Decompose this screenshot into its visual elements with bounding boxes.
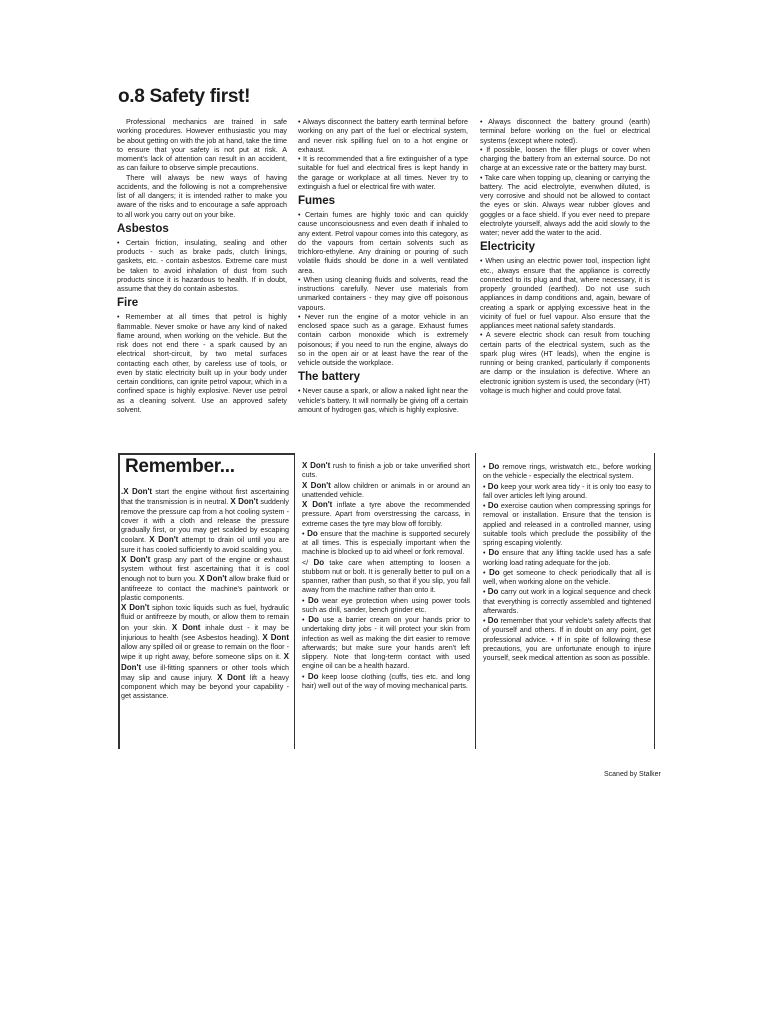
- do-label: Do: [313, 557, 325, 567]
- dont-label: X Dont: [262, 632, 289, 642]
- remember-item-prefix: </: [302, 558, 314, 567]
- remember-item: allow children or animals in or around an unattended vehicle.: [302, 481, 470, 499]
- intro-paragraph: There will always be new ways of having accidents, and the following is not a comprehensive list of all dangers; it is intended rather to make you aware of the risks and to encourage a safe approach to all work you carry out on your bike.: [117, 173, 287, 219]
- remember-item: keep loose clothing (cuffs, ties etc. and long hair) well out of the way of moving mechanical parts.: [302, 672, 471, 690]
- remember-heading: Remember...: [125, 456, 235, 477]
- fumes-bullet: • Never run the engine of a motor vehicle in an enclosed space such as a garage. Exhaust fumes contain carbon monoxide which is extremely poisonous; if you need to run the engine, always do so in the open air or at least have the rear of the vehicle outside the workplace.: [298, 312, 468, 367]
- do-label: Do: [307, 528, 318, 538]
- remember-item: take care when attempting to loosen a stubborn nut or bolt. It is generally better to pull on a spanner, rather than push, so that if you slip, you fall away from the machine rather than onto it.: [302, 558, 470, 595]
- fumes-heading: Fumes: [298, 195, 336, 207]
- remember-item: wear eye protection when using power tools such as drill, sander, bench grinder etc.: [302, 596, 470, 614]
- remember-item: rush to finish a job or take unverified short cuts.: [302, 462, 470, 480]
- electricity-bullet: • When using an electric power tool, inspection light etc., always ensure that the appliance is correctly connected to its plug and that, where necessary, it is properly grounded (earthed). Do not use such appliances in damp conditions and, again, beware of creating a spark or applying excessive heat in the vicinity of fuel or fuel vapour. Also ensure that the appliances meet national safety standards.: [480, 257, 650, 330]
- column-1: [117, 118, 287, 415]
- column-divider: [475, 453, 476, 749]
- column-3: [480, 118, 650, 396]
- dont-label: X Don't: [230, 497, 259, 507]
- dont-label: X Don't: [302, 461, 331, 470]
- asbestos-paragraph: • Certain friction, insulating, sealing and other products - such as brake pads, clutch linings, gaskets, etc. - contain asbestos. Extreme care must be taken to avoid inhalation of dust from such products since it is hazardous to health. If in doubt, assume that they do contain asbestos.: [117, 238, 287, 293]
- remember-item: use a barrier cream on your hands prior to undertaking dirty jobs - it will protect your skin from infection as well as making the dirt easier to remove afterwards; but make sure your hands aren't left slippery. Note that long-term contact with used engine oil can be a health hazard.: [302, 616, 470, 671]
- fire-bullet: • Always disconnect the battery earth terminal before working on any part of the fuel or electrical system, and never risk spilling fuel on to a hot engine or exhaust.: [298, 118, 468, 154]
- remember-item: siphon toxic liquids such as fuel, hydraulic fluid or antifreeze by mouth, or allow them to remain on your skin.: [121, 604, 289, 632]
- remember-item: inhale dust - it may be injurious to health (see Asbestos heading).: [121, 623, 290, 642]
- do-label: Do: [487, 501, 499, 510]
- page-title: o.8 Safety first!: [118, 86, 251, 107]
- remember-list: [121, 487, 289, 702]
- remember-list: X Don't rush to finish a job or take unverified short cuts. X Don't allow children or animals in or around an unattended vehicle. X Don't inflate a tyre above the recommended pressure. Apart from overstressing the carcass, in extreme cases the tyre may blow off forcibly. • Do ensure that the machine is supported securely at all times. This is especially important when the machine is blocked up to aid wheel or fork removal. </ Do take care when attempting to loosen a stubborn nut or bolt. It is generally better to pull on a spanner, rather than push, so that if you slip, you fall away from the machine rather than onto it. • Do wear eye protection when using power tools such as drill, sander, bench grinder etc. • Do use a barrier cream on your hands prior to undertaking dirty jobs - it will protect your skin from infection as well as making the dirt easier to remove afterwards; but make sure your hands aren't left slippery. Note that long-term contact with used engine oil can be a health hazard. • Do keep loose clothing (cuffs, ties etc. and long hair) well out of the way of moving mechanical parts.: [302, 461, 471, 690]
- fire-paragraph: • Remember at all times that petrol is highly flammable. Never smoke or have any kind of naked flame around, when working on the vehicle. But the risk does not end there - a spark caused by an electrical short-circuit, by two metal surfaces contacting each other, by careless use of tools, or even by static electricity built up in your body under certain conditions, can ignite petrol vapour, which in a confined space is highly explosive. Never use petrol as a cleaning solvent. Use an approved safety solvent.: [117, 313, 287, 414]
- do-label: Do: [307, 671, 319, 681]
- column-2: [298, 118, 468, 415]
- scan-credit: Scaned by Stalker: [604, 771, 661, 778]
- do-label: Do: [487, 587, 499, 597]
- fire-heading: Fire: [117, 297, 139, 310]
- electricity-bullet: • A severe electric shock can result from touching certain parts of the electrical system, such as the spark plug wires (HT leads), when the engine is running or being cranked, particularly if components are damp or the insulation is defective. Where an electronic ignition system is used, the secondary (HT) voltage is much higher and could prove fatal.: [480, 331, 650, 395]
- remember-item: keep your work area tidy - it is only too easy to fall over articles left lying around.: [483, 482, 651, 500]
- remember-item: attempt to drain oil until you are sure it has cooled sufficiently to avoid scalding you.: [121, 536, 289, 554]
- battery-bullet: • Always disconnect the battery ground (earth) terminal before working on the fuel or electrical systems (except where noted).: [480, 118, 650, 145]
- do-label: Do: [488, 462, 500, 471]
- remember-item: remove rings, wristwatch etc., before working on the vehicle - especially the electrical system.: [483, 463, 651, 481]
- remember-item: use ill-fitting spanners or other tools which may slip and cause injury.: [121, 663, 289, 682]
- dont-label: X Don't: [302, 500, 333, 509]
- battery-bullet: • Never cause a spark, or allow a naked light near the vehicle's battery. It will normally be giving off a certain amount of hydrogen gas, which is highly explosive.: [298, 387, 468, 414]
- do-label: Do: [487, 616, 499, 625]
- remember-column-2: [302, 461, 470, 691]
- dont-label: X Don't: [121, 652, 289, 672]
- remember-column-1: [121, 487, 289, 702]
- asbestos-heading: Asbestos: [117, 222, 169, 235]
- do-label: Do: [487, 481, 499, 491]
- dont-label: .X Don't: [121, 487, 153, 496]
- remember-item: allow brake fluid or antifreeze to contact the machine's paintwork or plastic components.: [121, 575, 289, 602]
- remember-item: remember that your vehicle's safety affects that of yourself and others. If in doubt on any point, get professional advice. • If in spite of following these precautions, you are unfortunate enough to injure yourself, seek medical attention as soon as possible.: [483, 617, 651, 662]
- dont-label: X Don't: [149, 535, 179, 545]
- remember-item: exercise caution when compressing springs for removal or installation. Ensure that the tension is applied and released in a controlled manner, using suitable tools which preclude the possibility of the spring escaping violently.: [483, 502, 652, 547]
- remember-item: ensure that any lifting tackle used has a safe working load rating adequate for the job.: [483, 549, 651, 567]
- remember-item: suddenly remove the pressure cap from a hot cooling system - cover it with a cloth and release the pressure gradually first, or you may get scalded by escaping coolant.: [121, 498, 289, 545]
- dont-label: X Don't: [302, 480, 331, 490]
- remember-item: ensure that the machine is supported securely at all times. This is especially important when the machine is blocked up to aid wheel or fork removal.: [302, 529, 471, 557]
- dont-label: X Dont: [217, 672, 246, 682]
- remember-list: • Do remove rings, wristwatch etc., before working on the vehicle - especially the electrical system. • Do keep your work area tidy - it is only too easy to fall over articles left lying around. • Do exercise caution when compressing springs for removal or installation. Ensure that the tension is applied and released in a controlled manner, using suitable tools which preclude the possibility of the spring escaping violently. • Do ensure that any lifting tackle used has a safe working load rating adequate for the job. • Do get someone to check periodically that all is well, when working alone on the vehicle. • Do carry out work in a logical sequence and check that everything is correctly assembled and tightened afterwards. • Do remember that your vehicle's safety affects that of yourself and others. If in doubt on any point, get professional advice. • If in spite of following these precautions, you are unfortunate enough to injure yourself, seek medical attention as soon as possible.: [483, 462, 652, 662]
- remember-item: start the engine without first ascertaining that the transmission is in neutral.: [121, 488, 289, 507]
- remember-item: lift a heavy component which may be beyond your capability - get assistance.: [121, 673, 290, 701]
- electricity-heading: Electricity: [480, 241, 535, 254]
- battery-bullet: • If possible, loosen the filler plugs or cover when charging the battery from an external source. Do not charge at an excessive rate or the battery may burst.: [480, 145, 650, 173]
- remember-item: allow any spilled oil or grease to remain on the floor - wipe it up right away, before someone slips on it.: [121, 643, 289, 662]
- remember-item: get someone to check periodically that all is well, when working alone on the vehicle.: [483, 568, 652, 586]
- dont-label: X Don't: [121, 603, 150, 612]
- do-label: Do: [488, 548, 500, 558]
- column-divider: [294, 453, 295, 749]
- dont-label: X Don't: [199, 574, 227, 584]
- do-label: Do: [488, 567, 500, 577]
- do-label: Do: [308, 615, 319, 624]
- fumes-bullet: • Certain fumes are highly toxic and can quickly cause unconsciousness and even death if inhaled to any extent. Petrol vapour comes into this category, as do the vapours from certain solvents such as trichloro-ethylene. Any draining or pouring of such volatile fluids should be done in a well ventilated area.: [298, 211, 468, 275]
- battery-heading: The battery: [298, 371, 360, 384]
- remember-box-top-rule: [118, 453, 294, 455]
- remember-box-left-rule: [118, 453, 120, 749]
- dont-label: X Dont: [171, 622, 201, 632]
- intro-paragraph: Professional mechanics are trained in safe working procedures. However enthusiastic you may be about getting on with the job at hand, take the time to ensure that your safety is not put at risk. A moment's lack of attention can result in an accident, as can failure to observe simple precautions.: [117, 118, 287, 173]
- do-label: Do: [307, 595, 319, 605]
- remember-column-3: [483, 462, 651, 663]
- fire-bullet: • It is recommended that a fire extinguisher of a type suitable for fuel and electrical fires is kept handy in the garage or workplace at all times. Never try to extinguish a fuel or electrical fire with water.: [298, 155, 468, 191]
- remember-item: carry out work in a logical sequence and check that everything is correctly assembled and tightened afterwards.: [483, 588, 651, 615]
- remember-box-right-rule: [654, 453, 655, 749]
- remember-item: grasp any part of the engine or exhaust system without first ascertaining that it is cool enough not to burn you.: [121, 555, 289, 584]
- fumes-bullet: • When using cleaning fluids and solvents, read the instructions carefully. Never use materials from unmarked containers - they may give off poisonous vapours.: [298, 275, 468, 312]
- dont-label: X Don't: [121, 554, 151, 564]
- battery-bullet: • Take care when topping up, cleaning or carrying the battery. The acid electrolyte, evenwhen diluted, is very corrosive and should not be allowed to contact the eyes or skin. Always wear rubber gloves and goggles or a face shield. If you ever need to prepare electrolyte yourself, always add the acid slowly to the water; never add the water to the acid.: [480, 173, 650, 237]
- remember-item: inflate a tyre above the recommended pressure. Apart from overstressing the carcass, in extreme cases the tyre may blow off forcibly.: [302, 501, 470, 528]
